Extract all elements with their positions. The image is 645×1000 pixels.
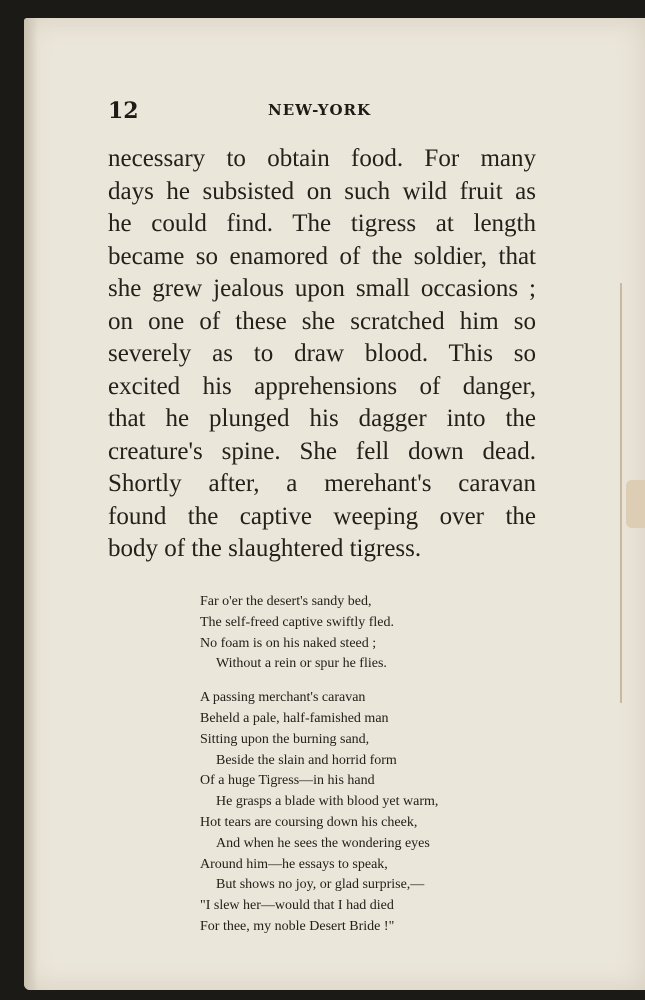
prose-line: on one of these she scratched him so (108, 307, 536, 335)
page-header (108, 98, 538, 134)
prose-line: body of the slaughtered tigress. (108, 535, 422, 562)
poem-line: Sitting upon the burning sand, (200, 731, 370, 747)
prose-line: necessary to obtain food. For many (108, 145, 536, 172)
prose-line: excited his apprehensions of danger, (108, 372, 536, 400)
prose-line: became so enamored of the soldier, that (108, 242, 536, 270)
prose-paragraph (108, 143, 536, 566)
page-edge-line (620, 283, 622, 703)
poem-line: For thee, my noble Desert Bride !" (200, 918, 395, 934)
poem-line: Far o'er the desert's sandy bed, (200, 594, 372, 609)
poem-line: He grasps a blade with blood yet warm, (216, 794, 439, 810)
prose-line: found the captive weeping over the (108, 502, 536, 530)
page-edge-tab (626, 480, 645, 528)
poem-line: Beheld a pale, half-famished man (200, 710, 389, 726)
page-number: 12 (108, 98, 139, 124)
poem-line: The self-freed captive swiftly fled. (200, 614, 394, 630)
poem (200, 592, 500, 938)
poem-line: Around him—he essays to speak, (200, 856, 388, 872)
poem-line: And when he sees the wondering eyes (216, 835, 430, 851)
stanza-gap (200, 675, 500, 688)
prose-line: severely as to draw blood. This so (108, 340, 536, 367)
running-head: NEW-YORK (268, 101, 372, 119)
poem-line: Without a rein or spur he flies. (216, 656, 387, 672)
poem-line: "I slew her—would that I had died (200, 898, 394, 914)
poem-line: But shows no joy, or glad surprise,— (216, 877, 425, 893)
poem-line: Of a huge Tigress—in his hand (200, 773, 375, 789)
poem-line: No foam is on his naked steed ; (200, 635, 377, 651)
prose-line: Shortly after, a merehant's caravan (108, 470, 536, 497)
poem-line: A passing merchant's caravan (200, 690, 366, 706)
poem-line: Hot tears are coursing down his cheek, (200, 814, 418, 830)
prose-line: he could find. The tigress at length (108, 210, 536, 237)
prose-line: creature's spine. She fell down dead. (108, 437, 536, 465)
prose-line: days he subsisted on such wild fruit as (108, 177, 536, 205)
poem-line: Beside the slain and horrid form (216, 752, 397, 768)
prose-line: that he plunged his dagger into the (108, 405, 536, 432)
book-page (24, 18, 645, 990)
prose-line: she grew jealous upon small occasions ; (108, 275, 536, 302)
